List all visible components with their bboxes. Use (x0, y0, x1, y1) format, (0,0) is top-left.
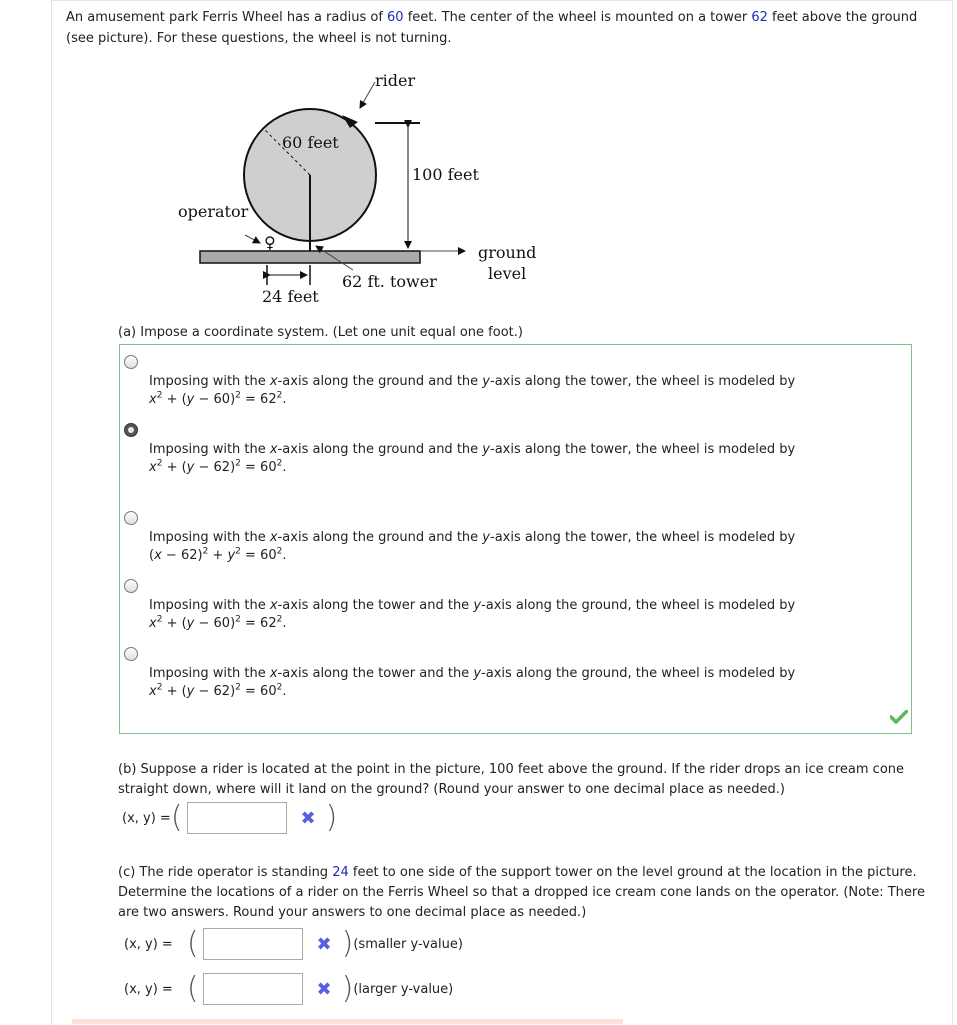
choice-5-text: Imposing with the x-axis along the tower and the y-axis along the ground, the wheel is modeled by $x^2 + (y - 62)^2 = 60^2$. (149, 666, 796, 699)
xy-label: (x, y) = (124, 981, 173, 997)
part-b-prompt: (b) Suppose a rider is located at the point in the picture, 100 feet above the ground. If the rider drops an ice cream cone straight down, where will it land on the ground? (Round your answer to one decimal place as needed.) (118, 762, 905, 797)
wrong-icon: ✖ (316, 933, 332, 955)
close-paren: ) (341, 926, 354, 961)
intro-text: feet. The center of the wheel is mounted on a tower (403, 10, 752, 25)
height-label: 100 feet (412, 165, 479, 184)
choice-3-radio[interactable] (124, 511, 138, 525)
choice-5-radio[interactable] (124, 647, 138, 661)
tower-height-value: 62 (751, 10, 768, 25)
close-paren: ) (341, 971, 354, 1006)
part-b-answer-row (122, 802, 337, 834)
choice-2-text: Imposing with the x-axis along the ground and the y-axis along the tower, the wheel is modeled by $x^2 + (y - 62)^2 = 60^2$. (149, 442, 796, 475)
rider-label: rider (375, 71, 416, 90)
intro-text: feet above the ground (see picture). For these questions, the wheel is not turning. (66, 10, 918, 46)
operator-label: operator (178, 202, 249, 221)
wrong-icon: ✖ (316, 978, 332, 1000)
part-b-answer-input[interactable] (187, 802, 287, 834)
part-c-answer-row-1 (124, 928, 463, 960)
problem-intro (66, 7, 946, 49)
part-c-answer-row-2 (124, 973, 453, 1005)
part-c-prompt: (c) The ride operator is standing 24 feet to one side of the support tower on the level ground at the location in the picture. Determine the locations of a rider on the Ferris Wheel so that a dropped ice cream cone lands on the operator. (Note: There are two answers. Round your answers to one decimal place as needed.) (118, 865, 925, 920)
xy-label: (x, y) = (124, 936, 173, 952)
ground-label: level (488, 264, 527, 283)
open-paren: ( (186, 926, 199, 961)
operator-distance-value: 24 (332, 865, 349, 880)
close-paren: ) (325, 800, 338, 835)
choice-4-text: Imposing with the x-axis along the tower and the y-axis along the ground, the wheel is modeled by $x^2 + (y - 60)^2 = 62^2$. (149, 598, 796, 631)
check-icon (890, 710, 908, 724)
part-a-prompt: (a) Impose a coordinate system. (Let one unit equal one foot.) (118, 325, 523, 340)
ground-label: ground (478, 243, 537, 262)
choice-2-radio[interactable] (124, 423, 138, 437)
choice-3-text: Imposing with the x-axis along the ground and the y-axis along the tower, the wheel is modeled by $(x - 62)^2 + y^2 = 60^2$. (149, 530, 796, 563)
larger-y-note: (larger y-value) (353, 981, 454, 997)
choice-1-text: Imposing with the x-axis along the ground and the y-axis along the tower, the wheel is modeled by $x^2 + (y - 60)^2 = 62^2$. (149, 374, 796, 407)
distance-label: 24 feet (262, 287, 319, 306)
part-c-larger-y-input[interactable] (203, 973, 303, 1005)
radius-label: 60 feet (282, 133, 339, 152)
part-c-smaller-y-input[interactable] (203, 928, 303, 960)
smaller-y-note: (smaller y-value) (353, 936, 463, 952)
radius-value: 60 (387, 10, 404, 25)
choice-1-radio[interactable] (124, 355, 138, 369)
ferris-wheel-figure (170, 60, 570, 310)
operator-figure-icon: ♀ (264, 233, 276, 252)
xy-label: (x, y) = (122, 810, 171, 826)
intro-text: An amusement park Ferris Wheel has a radius of (66, 10, 388, 25)
open-paren: ( (170, 800, 183, 835)
wrong-icon: ✖ (300, 807, 316, 829)
feedback-bar (72, 1019, 623, 1024)
choice-4-radio[interactable] (124, 579, 138, 593)
tower-label: 62 ft. tower (342, 272, 437, 291)
open-paren: ( (186, 971, 199, 1006)
